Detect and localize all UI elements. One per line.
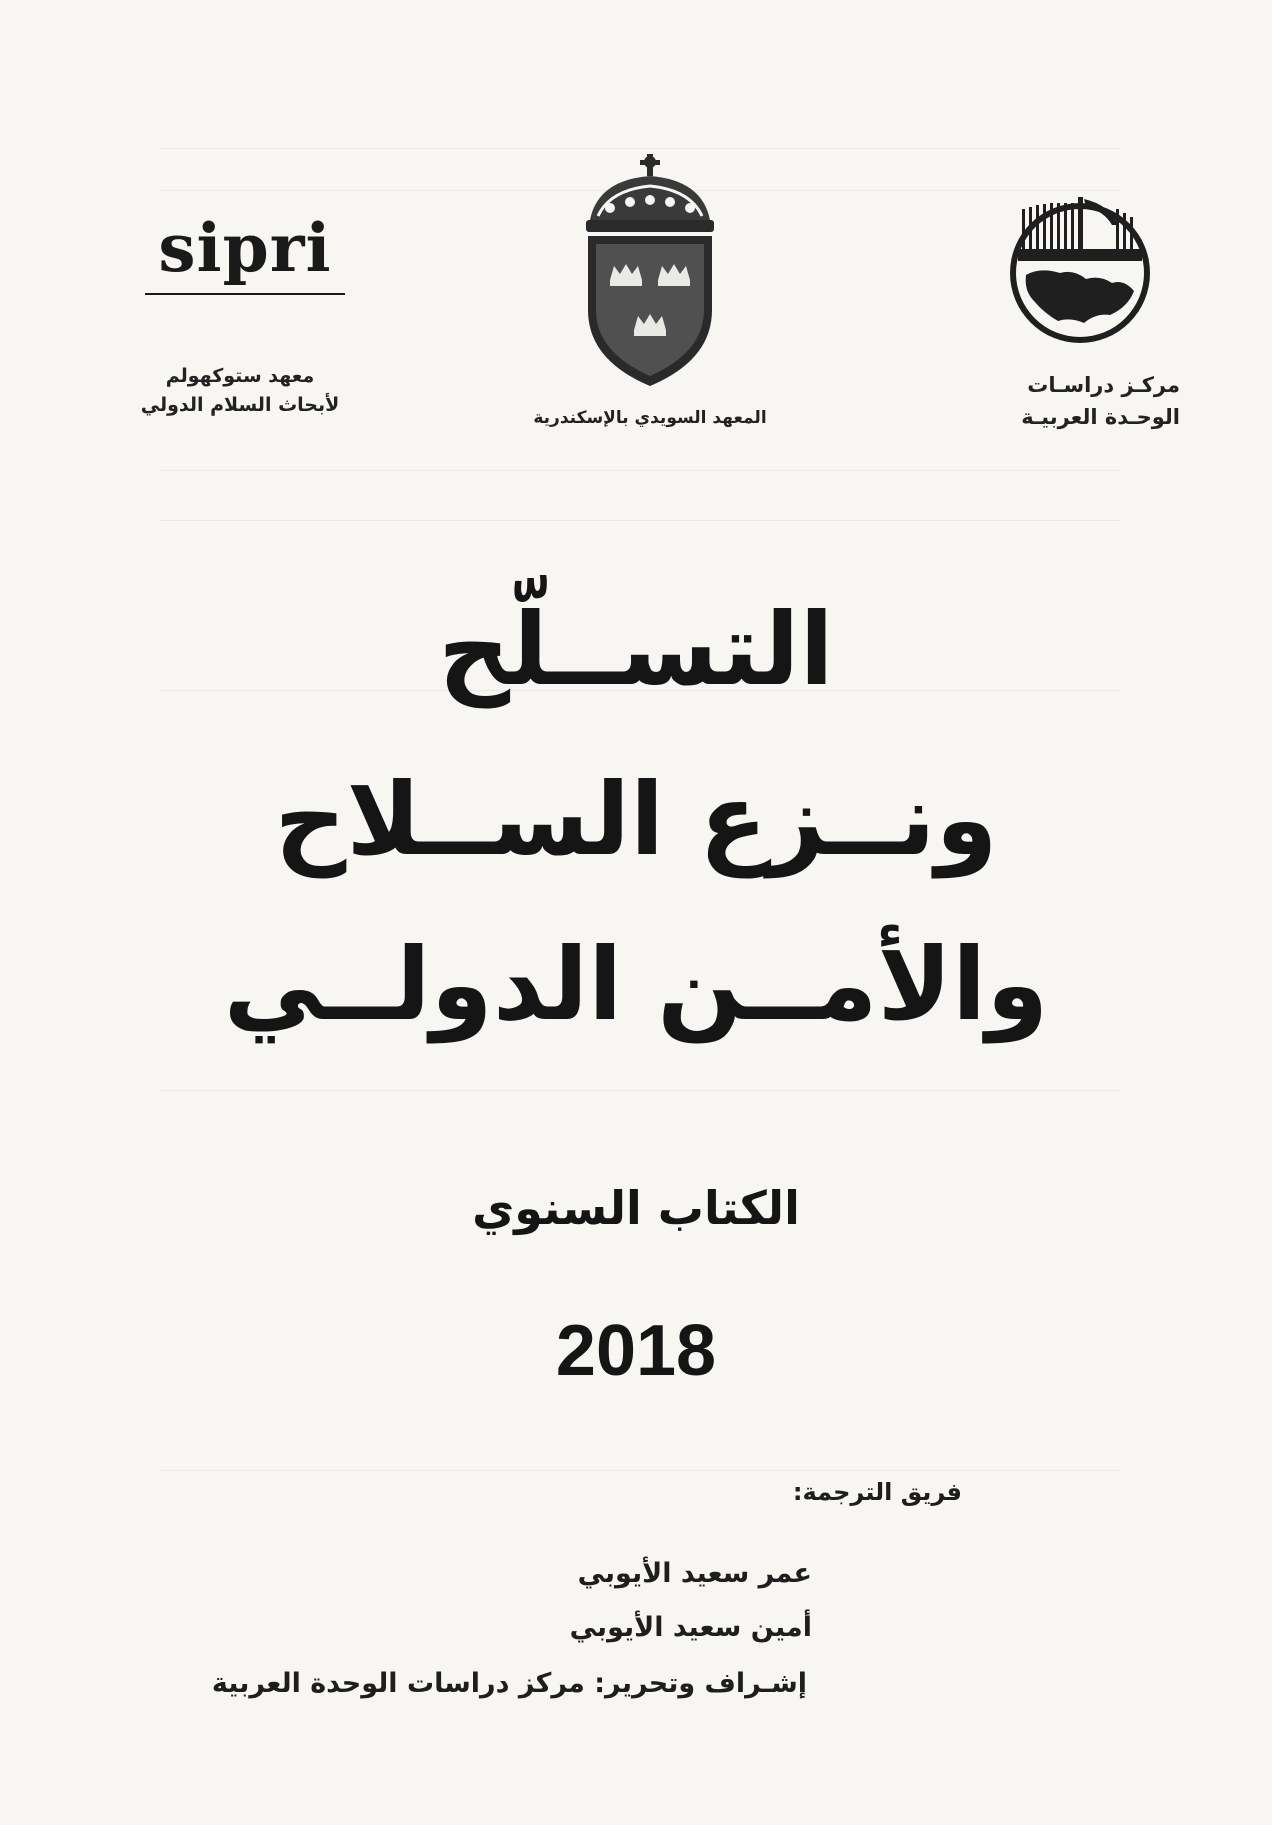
- swedish-institute-logo: [570, 150, 730, 394]
- book-title-line-3: والأمــن الدولــي: [223, 926, 1049, 1043]
- sipri-caption-line2: لأبحاث السلام الدولي: [140, 394, 340, 417]
- swedish-institute-caption: المعهد السويدي بالإسكندرية: [533, 408, 767, 428]
- book-title-line-2: ونــزع الســلاح: [274, 761, 998, 878]
- translator-name: أمين سعيد الأيوبي: [569, 1612, 812, 1643]
- caus-caption: [950, 370, 1180, 433]
- sipri-underline: [145, 293, 345, 295]
- sipri-wordmark: sipri: [158, 209, 332, 287]
- swedish-crest-icon: [570, 150, 730, 390]
- translator-name: عمر سعيد الأيوبي: [577, 1558, 812, 1589]
- book-title-line-1: التســلّح: [438, 591, 834, 708]
- caus-logo: [995, 195, 1165, 349]
- caus-caption-line2: الوحـدة العربيـة: [1021, 404, 1180, 429]
- caus-logo-icon: [1000, 195, 1160, 345]
- book-year: 2018: [555, 1311, 717, 1391]
- translation-team-label: فريق الترجمة:: [792, 1478, 962, 1506]
- sipri-caption: [120, 362, 360, 421]
- supervision-credit: إشـراف وتحرير: مركز دراسات الوحدة العربية: [211, 1668, 807, 1699]
- sipri-logo: [135, 209, 355, 295]
- caus-caption-line1: مركـز دراسـات: [1027, 373, 1180, 397]
- book-subtitle: الكتاب السنوي: [472, 1181, 800, 1235]
- sipri-caption-line1: معهد ستوكهولم: [165, 365, 315, 387]
